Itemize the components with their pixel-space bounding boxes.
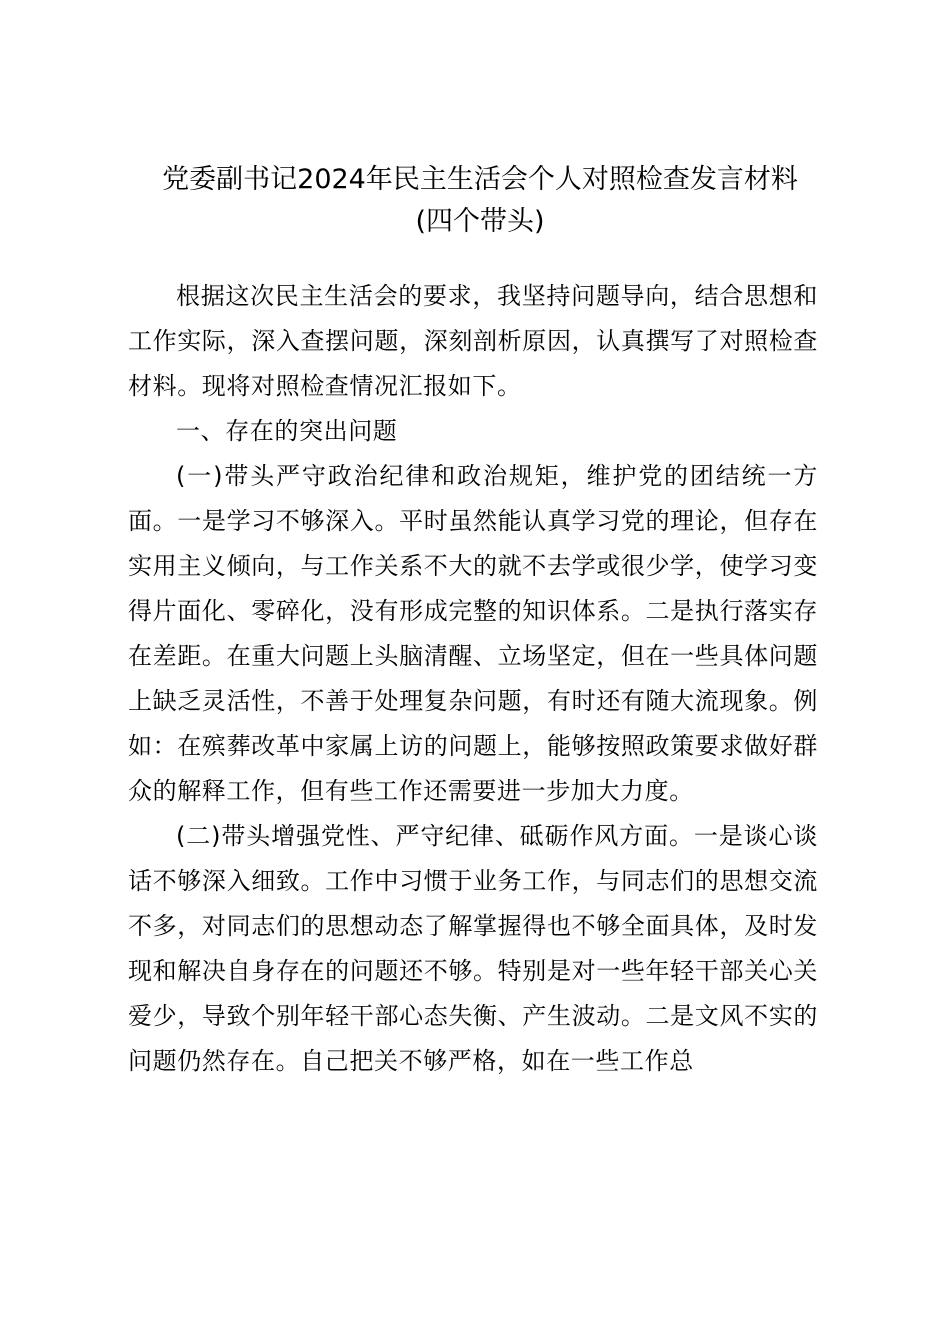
document-subtitle: (四个带头) (415, 206, 545, 237)
document-title: 党委副书记2024年民主生活会个人对照检查发言材料 (162, 164, 798, 195)
body-paragraph: (一)带头严守政治纪律和政治规矩，维护党的团结统一方面。一是学习不够深入。平时虽然能认真学习党的理论，但存在实用主义倾向，与工作关系不大的就不去学或很少学，使学习变得片面化、零碎化，没有形成完整的知识体系。二是执行落实存在差距。在重大问题上头脑清醒、立场坚定，但在一些具体问题上缺乏灵活性，不善于处理复杂问题，有时还有随大流现象。例如：在殡葬改革中家属上访的问题上，能够按照政策要求做好群众的解释工作，但有些工作还需要进一步加大力度。 (128, 462, 818, 805)
section-heading: 一、存在的突出问题 (176, 417, 398, 445)
document-body (128, 274, 818, 1084)
intro-paragraph: 根据这次民主生活会的要求，我坚持问题导向，结合思想和工作实际，深入查摆问题，深刻剖析原因，认真撰写了对照检查材料。现将对照检查情况汇报如下。 (128, 282, 818, 400)
body-paragraph: (二)带头增强党性、严守纪律、砥砺作风方面。一是谈心谈话不够深入细致。工作中习惯于业务工作，与同志们的思想交流不多，对同志们的思想动态了解掌握得也不够全面具体，及时发现和解决自身存在的问题还不够。特别是对一些年轻干部关心关爱少，导致个别年轻干部心态失衡、产生波动。二是文风不实的问题仍然存在。自己把关不够严格，如在一些工作总 (128, 822, 818, 1075)
